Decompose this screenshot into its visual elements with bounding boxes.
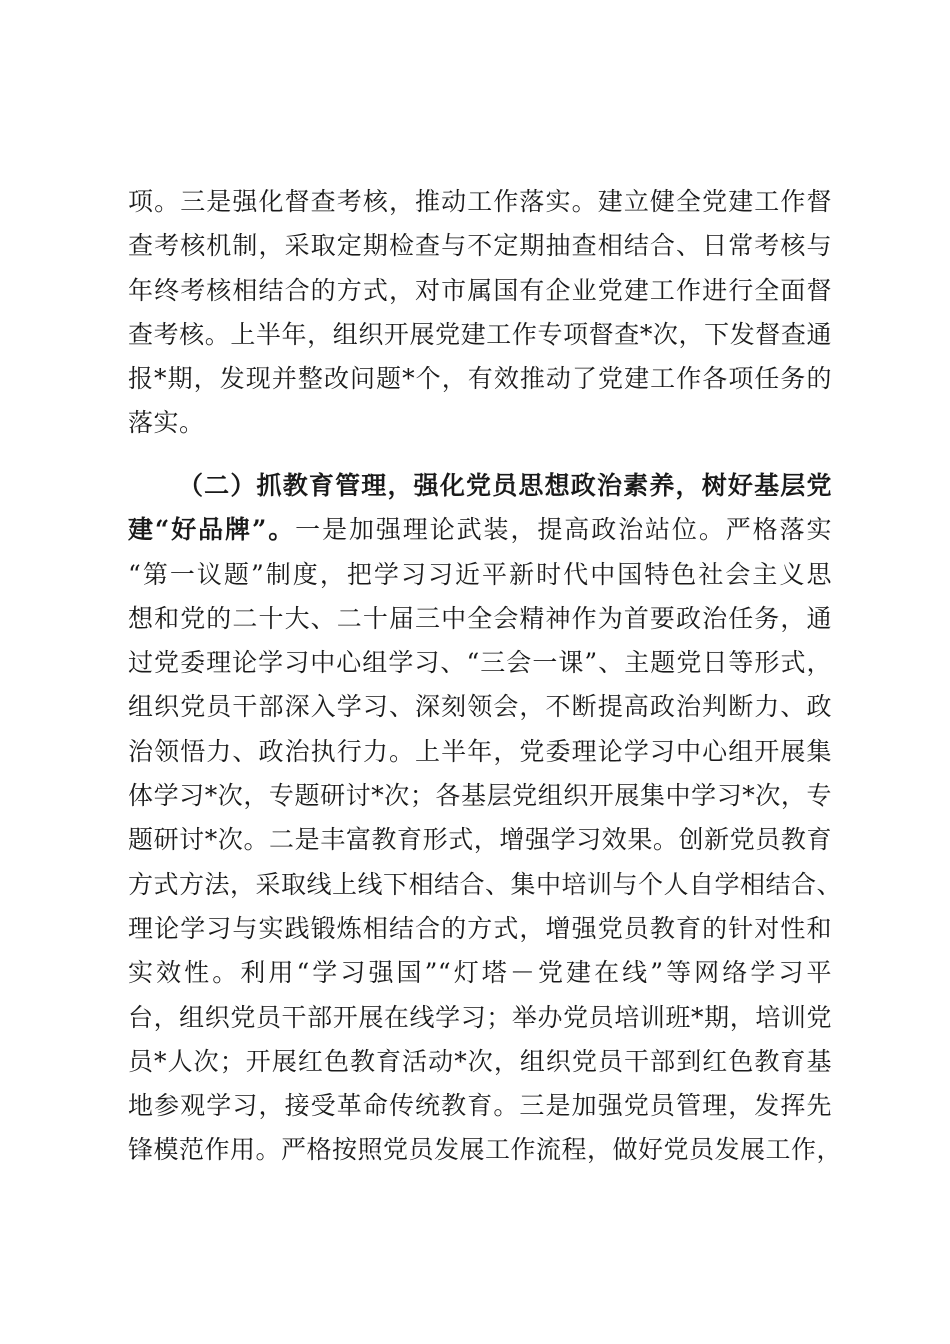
text-line: 方式方法，采取线上线下相结合、集中培训与个人自学相结合、	[128, 869, 843, 899]
text-line: 员*人次；开展红色教育活动*次，组织党员干部到红色教育基	[128, 1046, 832, 1076]
text-line: 项。三是强化督查考核，推动工作落实。建立健全党建工作督	[128, 187, 832, 216]
text-line: 过党委理论学习中心组学习、“三会一课”、主题党日等形式，	[128, 648, 832, 678]
text-line: 体学习*次，专题研讨*次；各基层党组织开展集中学习*次，专	[128, 781, 832, 811]
paragraph-1	[128, 180, 832, 446]
text-line: 查考核。上半年，组织开展党建工作专项督查*次，下发督查通	[128, 319, 832, 349]
paragraph-2	[128, 464, 843, 1173]
text-line: 落实。	[128, 408, 205, 438]
text-line: 年终考核相结合的方式，对市属国有企业党建工作进行全面督	[128, 275, 832, 305]
text-line: 地参观学习，接受革命传统教育。三是加强党员管理，发挥先	[128, 1091, 832, 1121]
text-line: 查考核机制，采取定期检查与不定期抽查相结合、日常考核与	[128, 231, 832, 261]
text-line: 治领悟力、政治执行力。上半年，党委理论学习中心组开展集	[128, 736, 832, 766]
text-line-mixed	[128, 508, 832, 552]
text-line: 题研讨*次。二是丰富教育形式，增强学习效果。创新党员教育	[128, 825, 832, 855]
section-heading: （二）抓教育管理，强化党员思想政治素养，树好基层党	[178, 471, 832, 500]
text-line: 报*期，发现并整改问题*个，有效推动了党建工作各项任务的	[128, 364, 832, 394]
text-line: 实效性。利用“学习强国”“灯塔－党建在线”等网络学习平	[128, 958, 832, 988]
text-line: 想和党的二十大、二十届三中全会精神作为首要政治任务，通	[128, 603, 832, 633]
text-line: 组织党员干部深入学习、深刻领会，不断提高政治判断力、政	[128, 692, 832, 722]
text-line: 锋模范作用。严格按照党员发展工作流程，做好党员发展工作，	[128, 1135, 843, 1165]
text-line: 台，组织党员干部开展在线学习；举办党员培训班*期，培训党	[128, 1002, 832, 1032]
section-heading-continued: 建“好品牌”。	[128, 515, 296, 545]
text-span: 一是加强理论武装，提高政治站位。严格落实	[295, 515, 832, 545]
text-line: “第一议题”制度，把学习习近平新时代中国特色社会主义思	[128, 559, 832, 589]
text-line: 理论学习与实践锻炼相结合的方式，增强党员教育的针对性和	[128, 913, 832, 943]
